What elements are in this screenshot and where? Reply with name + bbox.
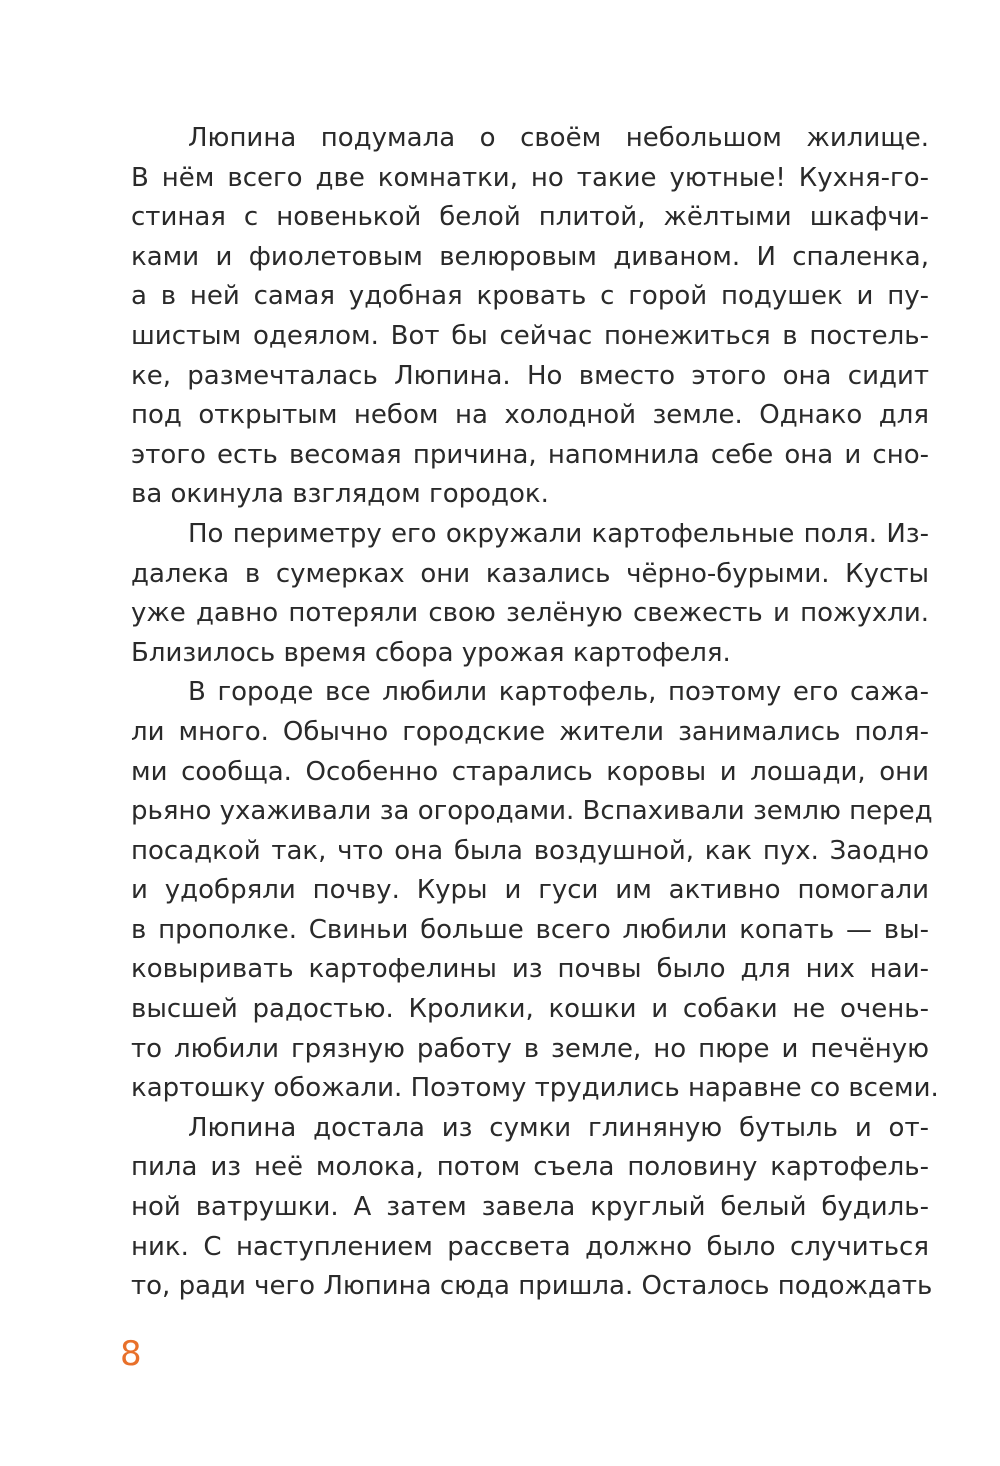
body-text (131, 119, 939, 1307)
text-line: высшей радостью. Кролики, кошки и собаки не очень- (131, 994, 929, 1025)
text-line: рьяно ухаживали за огородами. Вспахивали землю перед (131, 796, 933, 827)
text-line: картошку обожали. Поэтому трудились наравне со всеми. (131, 1073, 939, 1104)
text-line: а в ней самая удобная кровать с горой подушек и пу- (131, 281, 929, 312)
text-line: ли много. Обычно городские жители занимались поля- (131, 716, 929, 747)
text-line: ми сообща. Особенно старались коровы и лошади, они (131, 756, 929, 787)
text-line: В нём всего две комнатки, но такие уютные! Кухня-го- (131, 162, 929, 193)
text-line: ва окинула взглядом городок. (131, 479, 549, 510)
text-line: ник. С наступлением рассвета должно было случиться (131, 1231, 929, 1262)
text-line: и удобряли почву. Куры и гуси им активно помогали (131, 875, 929, 906)
text-line: далека в сумерках они казались чёрно-бурыми. Кусты (131, 558, 929, 589)
text-line: Близилось время сбора урожая картофеля. (131, 637, 731, 668)
text-line: ками и фиолетовым велюровым диваном. И спаленка, (131, 241, 929, 272)
text-line: В городе все любили картофель, поэтому его сажа- (188, 677, 929, 708)
paragraph (131, 1109, 933, 1307)
text-line: пила из неё молока, потом съела половину картофель- (131, 1152, 929, 1183)
paragraph (131, 673, 939, 1109)
text-line: По периметру его окружали картофельные поля. Из- (188, 518, 929, 549)
text-line: шистым одеялом. Вот бы сейчас понежиться в постель- (131, 320, 929, 351)
text-line: Люпина подумала о своём небольшом жилище. (188, 123, 929, 153)
text-line: этого есть весомая причина, напомнила себе она и сно- (131, 439, 929, 470)
text-line: Люпина достала из сумки глиняную бутыль и от- (188, 1112, 929, 1143)
paragraph (131, 515, 929, 673)
paragraph (131, 119, 929, 515)
text-line: в прополке. Свиньи больше всего любили копать — вы- (131, 914, 929, 945)
text-line: под открытым небом на холодной земле. Однако для (131, 400, 929, 431)
text-line: то, ради чего Люпина сюда пришла. Осталось подождать (131, 1271, 933, 1302)
text-line: то любили грязную работу в земле, но пюре и печёную (131, 1033, 929, 1064)
text-line: посадкой так, что она была воздушной, как пух. Заодно (131, 835, 929, 866)
page-number: 8 (120, 1334, 142, 1374)
text-line: ковыривать картофелины из почвы было для них наи- (131, 954, 929, 985)
text-line: стиная с новенькой белой плитой, жёлтыми шкафчи- (131, 202, 929, 233)
text-line: ной ватрушки. А затем завела круглый белый будиль- (131, 1192, 929, 1223)
text-line: ке, размечталась Люпина. Но вместо этого она сидит (131, 360, 929, 391)
text-line: уже давно потеряли свою зелёную свежесть и пожухли. (131, 598, 929, 629)
